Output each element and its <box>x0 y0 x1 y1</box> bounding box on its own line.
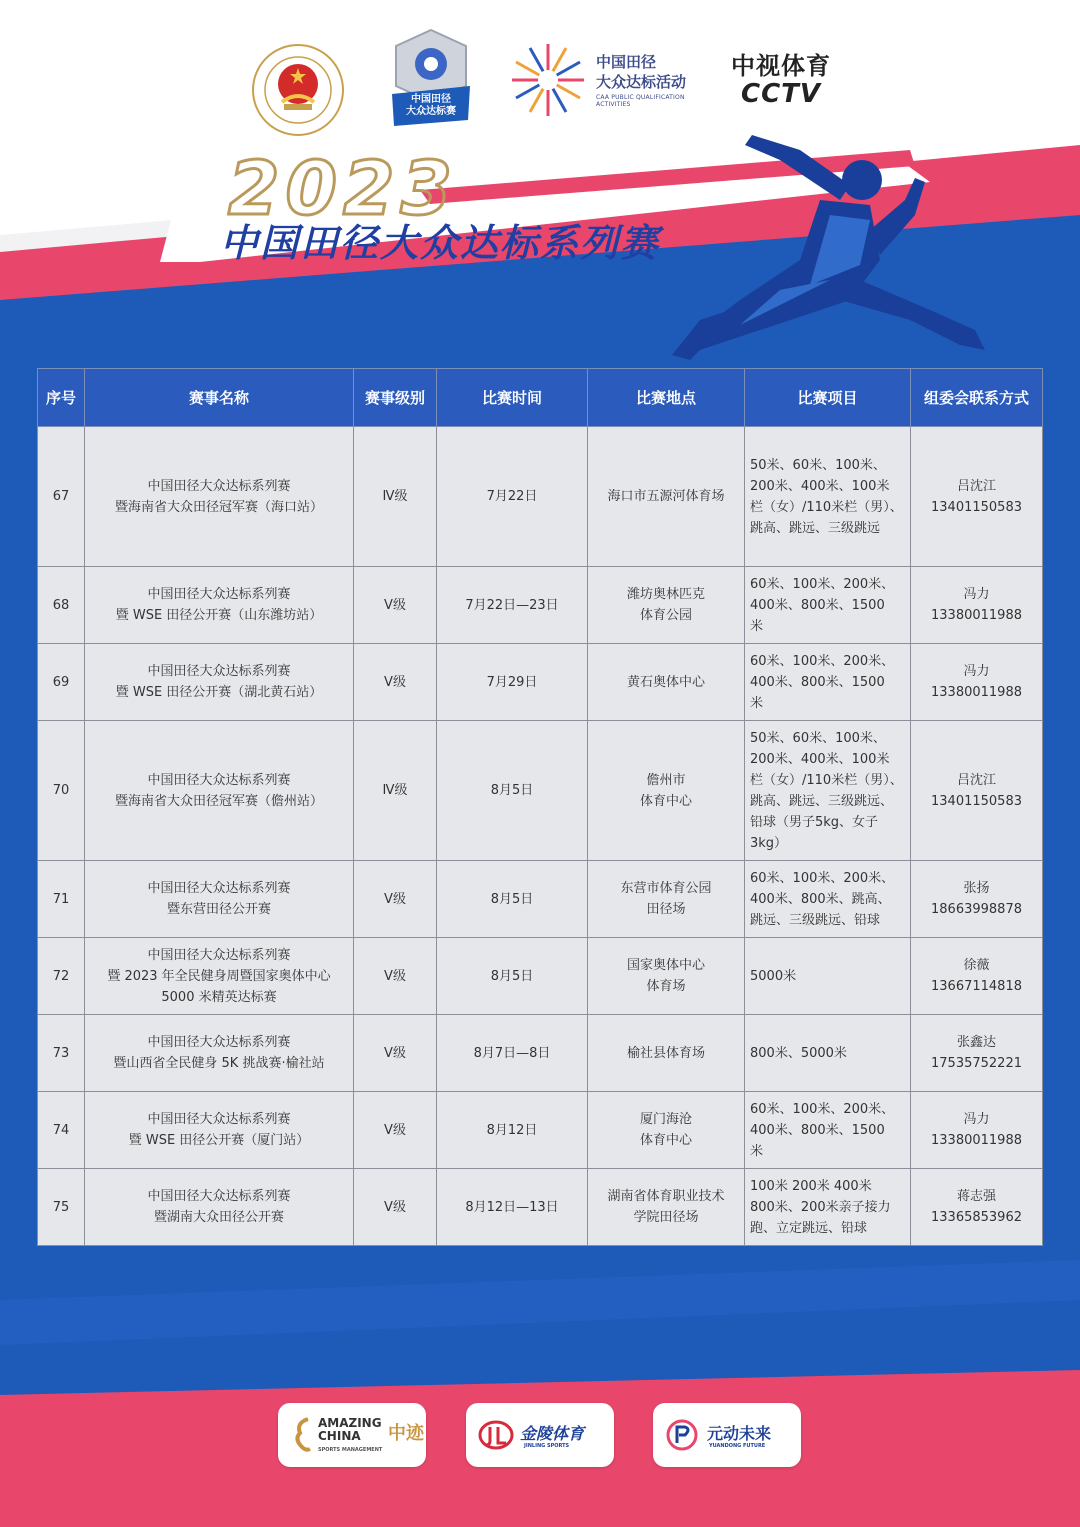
event-name-cell <box>85 427 354 567</box>
event-items-line: 60米、100米、200米、 <box>750 870 895 886</box>
event-name-line: 暨海南省大众田径冠军赛（海口站） <box>114 499 323 515</box>
event-name-cell <box>85 644 354 721</box>
event-items-line: 200米、400米、100米 <box>750 751 890 767</box>
sponsor-2-name: 金陵体育 <box>520 1424 585 1443</box>
event-venue-cell <box>588 721 745 861</box>
header-contact: 组委会联系方式 <box>911 369 1043 427</box>
event-contact-line: 13365853962 <box>931 1210 1022 1225</box>
broadcaster-en: CCTV <box>740 79 822 109</box>
event-items-line: 栏（女）/110米栏（男）、 <box>750 772 903 788</box>
event-items-line: 3kg） <box>750 835 788 851</box>
event-level-cell: Ⅴ级 <box>354 1169 437 1246</box>
event-items-line: 200米、400米、100米 <box>750 478 890 494</box>
event-contact-line: 冯力 <box>963 1112 990 1127</box>
event-name-line: 中国田径大众达标系列赛 <box>147 1189 291 1204</box>
activity-logo-line3: CAA PUBLIC QUALIFICATION ACTIVITIES <box>596 94 685 108</box>
caa-emblem-logo <box>252 44 344 136</box>
event-date-cell: 8月12日 <box>437 1092 588 1169</box>
event-items-cell <box>745 567 911 644</box>
event-name-line: 暨 2023 年全民健身周暨国家奥体中心 <box>107 968 331 984</box>
table-row <box>38 1015 1043 1092</box>
event-venue-line: 黄石奥体中心 <box>626 674 705 690</box>
event-items-line: 60米、100米、200米、 <box>750 1101 895 1117</box>
event-items-line: 60米、100米、200米、 <box>750 653 895 669</box>
event-name-line: 暨海南省大众田径冠军赛（儋州站） <box>114 793 323 809</box>
activity-logo-line2: 大众达标活动 <box>596 73 687 91</box>
event-items-line: 米 <box>750 618 764 634</box>
row-number-cell: 74 <box>38 1092 85 1169</box>
broadcaster-cn: 中视体育 <box>731 52 831 80</box>
header-venue: 比赛地点 <box>588 369 745 427</box>
event-items-cell <box>745 1015 911 1092</box>
event-contact-cell <box>911 427 1043 567</box>
event-name-line: 暨山西省全民健身 5K 挑战赛·榆社站 <box>113 1056 325 1071</box>
row-number-cell: 73 <box>38 1015 85 1092</box>
sponsor-yuandong-future <box>653 1403 801 1467</box>
event-items-line: 50米、60米、100米、 <box>750 457 886 473</box>
event-name-line: 5000 米精英达标赛 <box>161 989 277 1005</box>
event-items-line: 米 <box>750 695 764 711</box>
title-year: 2023 <box>228 146 458 232</box>
event-level-cell: Ⅴ级 <box>354 567 437 644</box>
page-title: 中国田径大众达标系列赛 <box>220 221 661 265</box>
amazing-china-icon <box>292 1415 314 1455</box>
activity-logo-line1: 中国田径 <box>596 53 657 71</box>
event-contact-line: 吕沈江 <box>956 478 996 494</box>
event-contact-cell <box>911 567 1043 644</box>
event-contact-line: 吕沈江 <box>956 772 996 788</box>
event-name-line: 中国田径大众达标系列赛 <box>147 772 291 788</box>
event-items-line: 100米 200米 400米 <box>750 1178 872 1194</box>
event-contact-line: 13380011988 <box>931 608 1022 623</box>
event-items-line: 50米、60米、100米、 <box>750 730 886 746</box>
event-contact-line: 张鑫达 <box>956 1035 996 1050</box>
event-items-cell <box>745 1092 911 1169</box>
yuandong-future-icon <box>665 1417 699 1453</box>
event-contact-line: 17535752221 <box>931 1056 1022 1071</box>
event-name-line: 暨湖南大众田径公开赛 <box>153 1210 284 1225</box>
event-venue-line: 海口市五源河体育场 <box>607 489 725 504</box>
event-contact-cell <box>911 1092 1043 1169</box>
event-items-line: 800米、200米亲子接力 <box>750 1199 891 1215</box>
row-number-cell: 67 <box>38 427 85 567</box>
event-level-cell: Ⅴ级 <box>354 861 437 938</box>
event-date-cell: 7月22日 <box>437 427 588 567</box>
jinling-sports-icon <box>478 1419 514 1451</box>
table-row <box>38 938 1043 1015</box>
event-venue-cell <box>588 1169 745 1246</box>
event-name-line: 中国田径大众达标系列赛 <box>147 1112 291 1127</box>
event-contact-line: 蒋志强 <box>956 1189 996 1204</box>
event-name-cell <box>85 861 354 938</box>
row-number-cell: 75 <box>38 1169 85 1246</box>
event-venue-line: 体育中心 <box>639 793 692 809</box>
broadcaster-logo <box>726 46 836 116</box>
event-contact-cell <box>911 861 1043 938</box>
event-name-line: 中国田径大众达标系列赛 <box>147 881 291 896</box>
event-contact-cell <box>911 1169 1043 1246</box>
header-date: 比赛时间 <box>437 369 588 427</box>
event-items-line: 跳高、跳远、三级跳远、 <box>750 793 894 809</box>
header-items: 比赛项目 <box>745 369 911 427</box>
table-row <box>38 567 1043 644</box>
event-items-line: 60米、100米、200米、 <box>750 576 895 592</box>
event-contact-line: 13380011988 <box>931 685 1022 700</box>
event-contact-cell <box>911 1015 1043 1092</box>
event-venue-line: 体育中心 <box>639 1133 692 1148</box>
event-date-cell: 8月12日—13日 <box>437 1169 588 1246</box>
sponsor-1-name: AMAZING CHINA <box>318 1416 382 1443</box>
table-body <box>38 427 1043 1246</box>
event-name-cell <box>85 1015 354 1092</box>
event-venue-line: 体育公园 <box>639 608 692 623</box>
table-row <box>38 721 1043 861</box>
sponsor-jinling-sports <box>466 1403 614 1467</box>
event-items-line: 米 <box>750 1143 764 1159</box>
event-venue-cell <box>588 427 745 567</box>
event-items-cell <box>745 1169 911 1246</box>
event-level-cell: Ⅴ级 <box>354 1092 437 1169</box>
event-name-line: 中国田径大众达标系列赛 <box>147 664 291 679</box>
event-items-cell <box>745 427 911 567</box>
event-contact-line: 张扬 <box>963 881 990 896</box>
row-number-cell: 71 <box>38 861 85 938</box>
event-date-cell: 8月5日 <box>437 938 588 1015</box>
row-number-cell: 72 <box>38 938 85 1015</box>
event-contact-line: 13380011988 <box>931 1133 1022 1148</box>
event-venue-line: 体育场 <box>646 979 686 994</box>
table-row <box>38 427 1043 567</box>
event-items-cell <box>745 938 911 1015</box>
event-venue-line: 潍坊奥林匹克 <box>626 587 705 602</box>
event-level-cell: Ⅴ级 <box>354 644 437 721</box>
event-contact-line: 13401150583 <box>931 793 1022 809</box>
event-contact-line: 徐薇 <box>963 958 990 973</box>
row-number-cell: 69 <box>38 644 85 721</box>
event-items-line: 400米、800米、1500 <box>750 1122 885 1138</box>
event-items-cell <box>745 861 911 938</box>
event-name-line: 中国田径大众达标系列赛 <box>147 1035 291 1050</box>
schedule-table <box>37 368 1043 1246</box>
series-badge-line2: 大众达标赛 <box>406 106 456 117</box>
event-name-line: 暨 WSE 田径公开赛（湖北黄石站） <box>115 685 323 700</box>
event-venue-cell <box>588 1092 745 1169</box>
row-number-cell: 68 <box>38 567 85 644</box>
header-name: 赛事名称 <box>85 369 354 427</box>
event-venue-cell <box>588 1015 745 1092</box>
event-venue-cell <box>588 644 745 721</box>
series-badge-line1: 中国田径 <box>411 94 451 105</box>
event-level-cell: Ⅴ级 <box>354 938 437 1015</box>
event-name-line: 暨东营田径公开赛 <box>166 902 271 917</box>
event-name-cell <box>85 1169 354 1246</box>
row-number-cell: 70 <box>38 721 85 861</box>
series-badge-logo <box>388 28 474 128</box>
event-contact-line: 13667114818 <box>931 979 1022 994</box>
event-contact-cell <box>911 644 1043 721</box>
event-items-line: 跳高、跳远、三级跳远 <box>750 520 881 536</box>
event-items-line: 栏（女）/110米栏（男）、 <box>750 499 903 515</box>
table-header-row <box>38 369 1043 427</box>
event-items-line: 5000米 <box>750 968 797 984</box>
event-name-cell <box>85 938 354 1015</box>
event-level-cell: Ⅳ级 <box>354 427 437 567</box>
activity-logo <box>508 40 708 120</box>
event-contact-cell <box>911 938 1043 1015</box>
event-name-cell <box>85 567 354 644</box>
event-venue-cell <box>588 861 745 938</box>
sponsor-2-sub: JINLING SPORTS <box>524 1443 570 1449</box>
sponsor-1-sub: SPORTS MANAGEMENT <box>318 1447 383 1453</box>
event-venue-line: 学院田径场 <box>633 1210 699 1225</box>
event-venue-cell <box>588 567 745 644</box>
event-date-cell: 8月5日 <box>437 861 588 938</box>
event-contact-line: 冯力 <box>963 664 990 679</box>
event-venue-line: 儋州市 <box>646 772 686 788</box>
event-date-cell: 7月22日—23日 <box>437 567 588 644</box>
sponsor-1-cn: 中迹 <box>388 1423 424 1444</box>
header-level: 赛事级别 <box>354 369 437 427</box>
event-name-cell <box>85 1092 354 1169</box>
event-items-line: 跑、立定跳远、铅球 <box>750 1220 868 1236</box>
event-venue-line: 东营市体育公园 <box>620 881 712 896</box>
event-date-cell: 7月29日 <box>437 644 588 721</box>
event-contact-cell <box>911 721 1043 861</box>
sunburst-icon <box>508 40 588 120</box>
event-items-line: 铅球（男子5kg、女子 <box>750 814 879 830</box>
event-date-cell: 8月7日—8日 <box>437 1015 588 1092</box>
event-name-line: 暨 WSE 田径公开赛（山东潍坊站） <box>115 608 323 623</box>
event-date-cell: 8月5日 <box>437 721 588 861</box>
event-venue-line: 榆社县体育场 <box>626 1045 705 1061</box>
event-level-cell: Ⅴ级 <box>354 1015 437 1092</box>
event-venue-line: 湖南省体育职业技术 <box>607 1189 725 1204</box>
event-items-cell <box>745 644 911 721</box>
sponsor-3-sub: YUANDONG FUTURE <box>709 1443 766 1449</box>
event-level-cell: Ⅳ级 <box>354 721 437 861</box>
event-name-cell <box>85 721 354 861</box>
sponsor-amazing-china <box>278 1403 426 1467</box>
header-logos <box>0 28 1080 138</box>
table-row <box>38 1092 1043 1169</box>
event-contact-line: 18663998878 <box>931 902 1022 917</box>
event-items-line: 800米、5000米 <box>750 1045 847 1061</box>
event-venue-cell <box>588 938 745 1015</box>
event-name-line: 暨 WSE 田径公开赛（厦门站） <box>128 1133 310 1148</box>
event-items-line: 跳远、三级跳远、铅球 <box>750 912 881 928</box>
event-venue-line: 国家奥体中心 <box>626 958 705 973</box>
event-contact-line: 13401150583 <box>931 499 1022 515</box>
header-no: 序号 <box>38 369 85 427</box>
event-name-line: 中国田径大众达标系列赛 <box>147 947 291 963</box>
event-items-line: 400米、800米、1500 <box>750 674 885 690</box>
table-row <box>38 1169 1043 1246</box>
event-name-line: 中国田径大众达标系列赛 <box>147 478 291 494</box>
event-items-line: 400米、800米、跳高、 <box>750 891 891 907</box>
event-items-cell <box>745 721 911 861</box>
event-name-line: 中国田径大众达标系列赛 <box>147 587 291 602</box>
event-contact-line: 冯力 <box>963 587 990 602</box>
table-row <box>38 644 1043 721</box>
event-venue-line: 厦门海沧 <box>639 1112 692 1127</box>
sponsor-3-name: 元动未来 <box>707 1424 772 1443</box>
event-venue-line: 田径场 <box>646 902 686 917</box>
table-row <box>38 861 1043 938</box>
event-items-line: 400米、800米、1500 <box>750 597 885 613</box>
